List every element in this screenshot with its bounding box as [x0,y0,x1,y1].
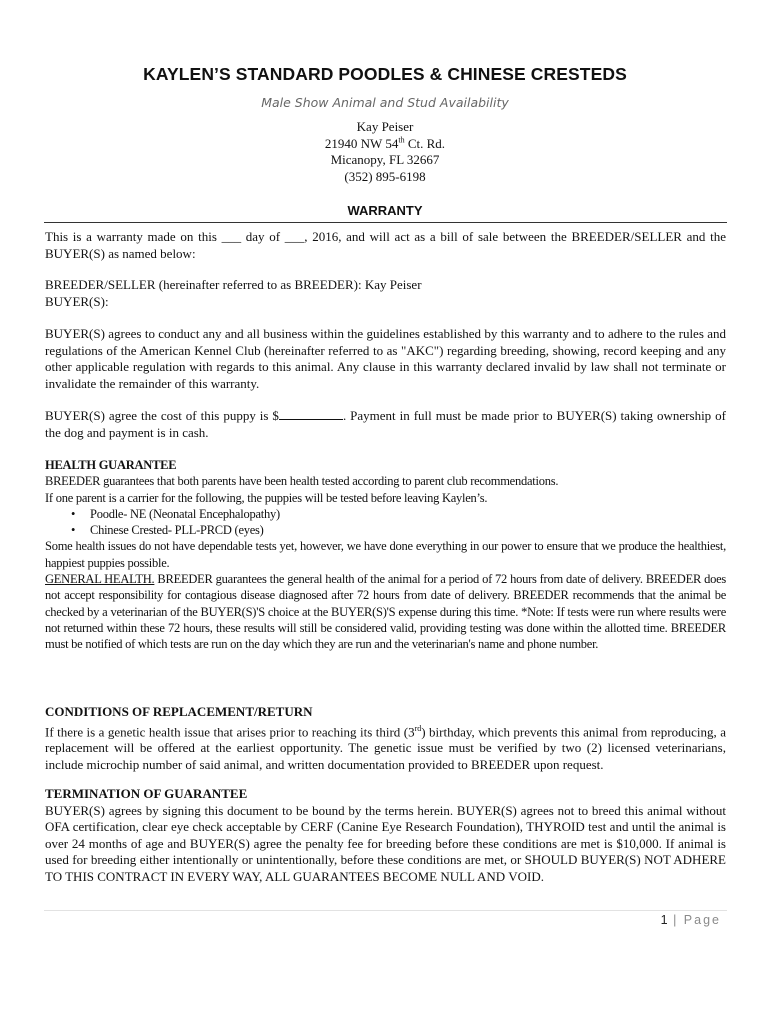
heading-divider [44,222,727,223]
replacement-text: If there is a genetic health issue that arises prior to reaching its third (3rd) birthday, which prevents this animal from reproducing, a replacement will be offered at the earliest opportunity. The genetic issue must be verified by two (2) licensed veterinarians, include microchip number of said animal, and written documentation provided to BREEDER upon request. [45,723,726,772]
contact-address: 21940 NW 54th Ct. Rd. [324,135,446,151]
footer-divider [44,910,727,911]
general-health-label: GENERAL HEALTH. [45,572,155,587]
termination-heading: TERMINATION OF GUARANTEE [45,786,248,801]
document-title: KAYLEN’S STANDARD POODLES & CHINESE CRESTEDS [143,64,627,84]
breeder-line: BREEDER/SELLER (hereinafter referred to as BREEDER): Kay Peiser [45,277,422,292]
contact-block [0,119,770,185]
list-item: • Poodle- NE (Neonatal Encephalopathy) [90,506,726,522]
health-heading: HEALTH GUARANTEE [45,458,177,472]
replacement-section [45,704,726,773]
health-bullet-list [45,506,726,539]
party-lines [45,277,726,310]
termination-text: BUYER(S) agrees by signing this document to be bound by the terms herein. BUYER(S) agrees not to breed this animal without OFA certification, clear eye check acceptable by CERF (Canine Eye Research Foundation), THYROID test and until the animal is over 24 months of age and BUYER(S) agree the penalty fee for breeding before these conditions are met is $10,000. If animal is used for breeding either intentionally or unintentionally, before these conditions are met, or SHOULD BUYER(S) NOT ADHERE TO THIS CONTRACT IN EVERY WAY, ALL GUARANTEES BECOME NULL AND VOID. [45,802,726,884]
price-blank [279,408,343,420]
buyer-line: BUYER(S): [45,293,109,309]
general-health-paragraph: GENERAL HEALTH. BREEDER guarantees the general health of the animal for a period of 72 hours from date of delivery. BREEDER does not accept responsibility for contagious disease diagnosed after 72 hours from date of delivery. BREEDER recommends that the animal be checked by a veterinarian of the BUYER(S)'S choice at the BUYER(S)'S expense during this time. *Note: If tests were run where results were not returned within these 72 hours, these results will still be considered valid, providing testing was done within the allotted time. BREEDER must be notified of which tests are run on the day which they are run and the veterinarian's name and phone number. [45,572,726,652]
health-line-2: If one parent is a carrier for the following, the puppies will be tested before leaving Kaylen’s. [45,490,488,505]
health-section [45,457,726,653]
contact-city: Micanopy, FL 32667 [330,152,440,167]
contact-name: Kay Peiser [356,119,414,134]
health-issues: Some health issues do not have dependable tests yet, however, we have done everything in our power to ensure that we produce the healthiest, happiest puppies possible. [45,539,726,570]
document-subtitle: Male Show Animal and Stud Availability [261,95,509,110]
cost-paragraph: BUYER(S) agree the cost of this puppy is $ . Payment in full must be made prior to BUYER(S) taking ownership of the dog and payment is in cash. [45,408,726,440]
agreement-paragraph: BUYER(S) agrees to conduct any and all business within the guidelines established by this warranty and to adhere to the rules and regulations of the American Kennel Club (hereinafter referred to as "AKC") regarding breeding, showing, record keeping and any other applicable regulation with regards to this animal. Any clause in this warranty declared invalid by law shall not terminate or invalidate the remainder of this warranty. [45,326,726,391]
warranty-heading: WARRANTY [347,203,423,218]
page-number: 1 | Page [660,913,721,927]
termination-section [45,786,726,885]
list-item: • Chinese Crested- PLL-PRCD (eyes) [90,522,726,538]
replacement-heading: CONDITIONS OF REPLACEMENT/RETURN [45,704,313,719]
contact-phone: (352) 895-6198 [344,168,426,184]
health-line-1: BREEDER guarantees that both parents have been health tested according to parent club recommendations. [45,474,559,489]
warranty-intro: This is a warranty made on this ___ day of ___, 2016, and will act as a bill of sale between the BREEDER/SELLER and the BUYER(S) as named below: [45,229,726,261]
